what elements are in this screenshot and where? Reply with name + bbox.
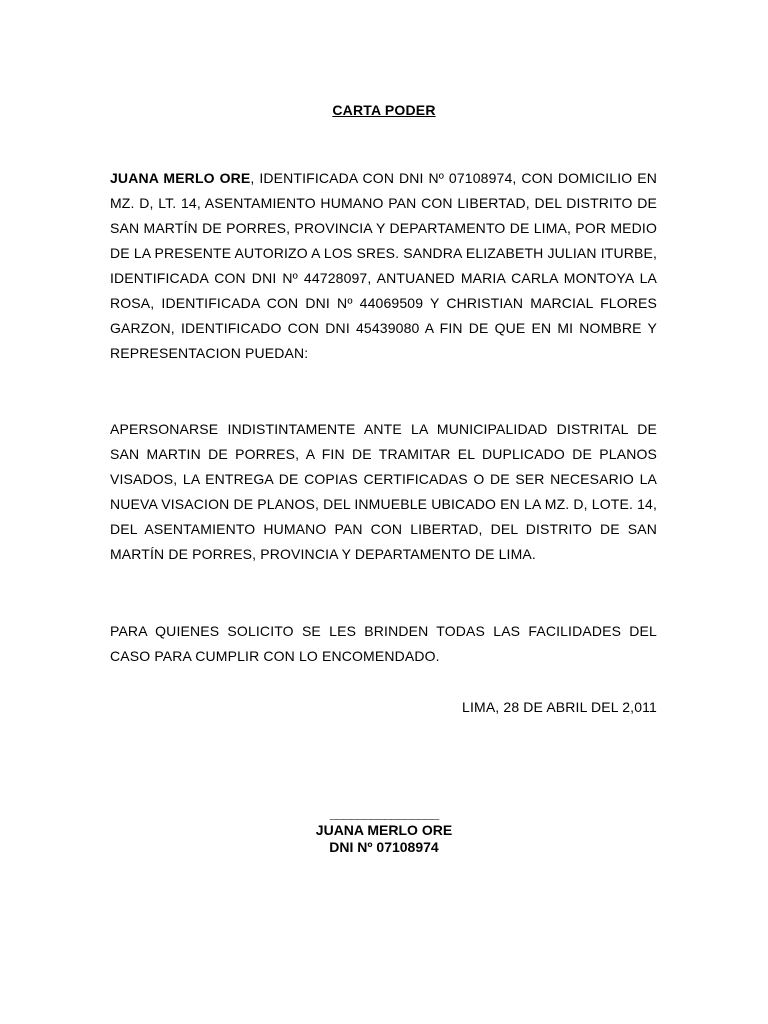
document-title: CARTA PODER: [332, 102, 436, 118]
signature-block: [0, 805, 768, 856]
paragraph-grant: [110, 166, 657, 366]
signature-name: JUANA MERLO ORE: [315, 822, 453, 838]
paragraph-grant-text: , IDENTIFICADA CON DNI Nº 07108974, CON DOMICILIO EN MZ. D, LT. 14, ASENTAMIENTO HUMANO PAN CON LIBERTAD, DEL DISTRITO DE SAN MARTÍN DE PORRES, PROVINCIA Y DEPARTAMENTO DE LIMA, POR MEDIO DE LA PRESENTE AUTORIZO A LOS SRES. SANDRA ELIZABETH JULIAN ITURBE, IDENTIFICADA CON DNI Nº 44728097, ANTUANED MARIA CARLA MONTOYA LA ROSA, IDENTIFICADA CON DNI Nº 44069509 Y CHRISTIAN MARCIAL FLORES GARZON, IDENTIFICADO CON DNI 45439080 A FIN DE QUE EN MI NOMBRE Y REPRESENTACION PUEDAN:: [110, 170, 657, 361]
paragraph-request: PARA QUIENES SOLICITO SE LES BRINDEN TODAS LAS FACILIDADES DEL CASO PARA CUMPLIR CON LO ENCOMENDADO.: [110, 623, 657, 664]
grantor-name: JUANA MERLO ORE: [110, 170, 251, 186]
date-line: LIMA, 28 DE ABRIL DEL 2,011: [462, 699, 657, 715]
signature-dni: DNI Nº 07108974: [329, 839, 439, 855]
signature-line: ________________: [329, 805, 439, 821]
paragraph-purpose: APERSONARSE INDISTINTAMENTE ANTE LA MUNICIPALIDAD DISTRITAL DE SAN MARTIN DE PORRES, A FIN DE TRAMITAR EL DUPLICADO DE PLANOS VISADOS, LA ENTREGA DE COPIAS CERTIFICADAS O DE SER NECESARIO LA NUEVA VISACION DE PLANOS, DEL INMUEBLE UBICADO EN LA MZ. D, LOTE. 14, DEL ASENTAMIENTO HUMANO PAN CON LIBERTAD, DEL DISTRITO DE SAN MARTÍN DE PORRES, PROVINCIA Y DEPARTAMENTO DE LIMA.: [110, 421, 657, 562]
